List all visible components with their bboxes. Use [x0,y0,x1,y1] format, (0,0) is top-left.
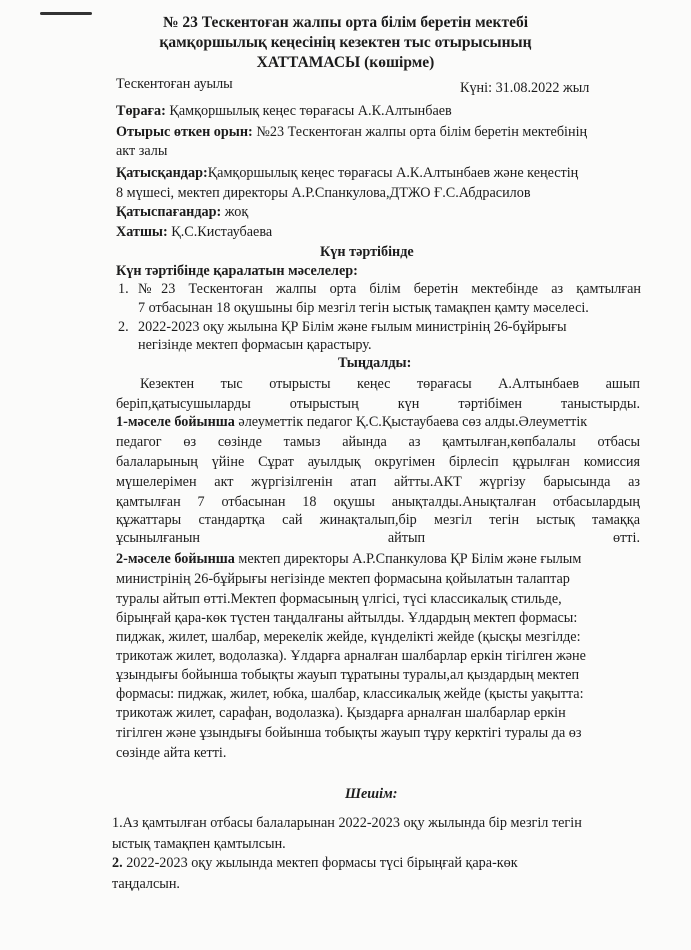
decision-2-cont: таңдалсын. [112,876,180,892]
agenda-heading: Күн тәртібінде [320,244,414,260]
date: Күні: 31.08.2022 жыл [460,80,590,96]
decision-1-line: ыстық тамақпен қамтылсын. [112,836,286,852]
issue2-line: министрінің 26-бұйрығы негізінде мектеп формасына қойылатын талаптар [116,571,570,587]
title-line-1: № 23 Тескентоған жалпы орта білім беретін мектебі [162,14,528,31]
issue1-line: құжаттары стандартқа сай жинақталып,бір мезгіл тегін ыстық тамаққа [116,512,640,528]
agenda-item-1-line1: №23 Тескентоған жалпы орта білім беретін мектебінде аз қамтылған [138,281,641,297]
issue2-label: 2-мәселе бойынша [116,551,235,567]
issue1-label: 1-мәселе бойынша [116,414,235,430]
secretary-label: Хатшы: [116,224,168,240]
issue2-line: сөзінде айта кетті. [116,745,227,761]
issue2-line: бірыңғай қара-көк түстен таңдалғаны айтылды. Ұлдардың мектеп формасы: [116,610,578,626]
venue-cont: акт залы [116,143,168,159]
issue1-first-line [116,414,587,431]
issue1-line: ұсынылғанын айтып өтті. [116,530,640,546]
issue2-line: ұзындығы бойынша тобықты жауып тұратыны туралы,ал қыздардың мектеп [116,667,580,683]
attendees-line [116,165,578,182]
issue2-line: формасы: пиджак, жилет, юбка, шалбар, классикалық жейде (қысты уақытта: [116,686,584,702]
issue1-line: балаларының үйіне Сұрат ауылдық округімен бірлесіп құрылған комиссия [116,454,640,470]
agenda-subheading: Күн тәртібінде қаралатын мәселелер: [116,263,358,279]
venue-label: Отырыс өткен орын: [116,124,253,140]
attendees-label: Қатысқандар: [116,165,208,181]
intro-line-2: беріп,қатысушыларды отырыстың күн тәртібімен таныстырды. [116,396,640,412]
issue2-first: мектеп директоры А.Р.Спанкулова ҚР Білім және ғылым [234,551,582,567]
agenda-item-1-num: 1. [118,281,129,297]
agenda-item-2-line1: 2022-2023 оқу жылына ҚР Білім және ғылым министрінің 26-бұйрығы [138,319,567,335]
absent-line [116,204,248,221]
decision-2-first-line [112,855,518,872]
secretary-line [116,224,272,241]
issue1-line: қамтылған 7 отбасынан 18 оқушы анықталды.Анықталған отбасылардың [116,494,640,510]
issue2-line: трикотаж жилет, сарафан, водолазка). Қыздарға арналған шалбарлар еркін [116,705,566,721]
chair-value: Қамқоршылық кеңес төрағасы А.К.Алтынбаев [165,103,452,119]
decision-heading: Шешім: [345,786,398,802]
title-line-2: қамқоршылық кеңесінің кезектен тыс отырысының [159,34,532,51]
secretary-value: Қ.С.Кистаубаева [167,224,273,240]
title-line-3: ХАТТАМАСЫ (көшірме) [256,54,435,71]
issue2-line: пиджак, жилет, шалбар, мерекелік жейде, күнделікті жейде (қысқы мезгілде: [116,629,581,645]
issue1-line: мүшелерімен акт жүргізілгенін атап айтты.АКТ жүргізу барысында аз [116,474,640,490]
agenda-item-1-line2: 7 отбасынан 18 оқушыны бір мезгіл тегін ыстық тамақпен қамту мәселесі. [138,300,589,316]
issue2-line: трикотаж жилет, водолазка). Ұлдарға арналған шалбарлар еркін тігілген және [116,648,586,664]
chair-label: Төрағa: [116,103,166,119]
attendees-cont: 8 мүшесі, мектеп директоры А.Р.Спанкулова,ДТЖО Ғ.С.Абдрасилов [116,185,531,201]
absent-value: жоқ [221,204,249,220]
decision-2-num: 2. [112,855,123,871]
place: Тескентоған ауылы [116,76,233,92]
decision-1-line: 1.Аз қамтылған отбасы балаларынан 2022-2023 оқу жылында бір мезгіл тегін [112,815,582,831]
venue-line [116,124,587,141]
issue1-line: педагог өз сөзінде тамыз айында аз қамтылған,көпбалалы отбасы [116,434,640,450]
issue2-line: тігілген және ұзындығы бойынша тобықты жауып тұру керктігі туралы да өз [116,725,582,741]
chair-line [116,103,452,120]
issue2-line: туралы айтып өтті.Мектеп формасының үлгісі, түсі классикалық стильде, [116,591,562,607]
agenda-item-2-line2: негізінде мектеп формасын қарастыру. [138,337,372,353]
issue1-first: әлеуметтік педагог Қ.С.Қыстаубаева сөз алды.Әлеуметтік [234,414,588,430]
heard-heading: Тыңдалды: [338,355,412,371]
intro-line-1: Кезектен тыс отырысты кеңес төрағасы А.Алтынбаев ашып [140,376,640,392]
absent-label: Қатыспағандар: [116,204,222,220]
decision-2-first: 2022-2023 оқу жылында мектеп формасы түсі бірыңғай қара-көк [122,855,518,871]
issue2-first-line [116,551,581,568]
venue-value: №23 Тескентоған жалпы орта білім беретін мектебінің [252,124,588,140]
attendees-value: Қамқоршылық кеңес төрағасы А.К.Алтынбаев және кеңестің [207,165,579,181]
agenda-item-2-num: 2. [118,319,129,335]
